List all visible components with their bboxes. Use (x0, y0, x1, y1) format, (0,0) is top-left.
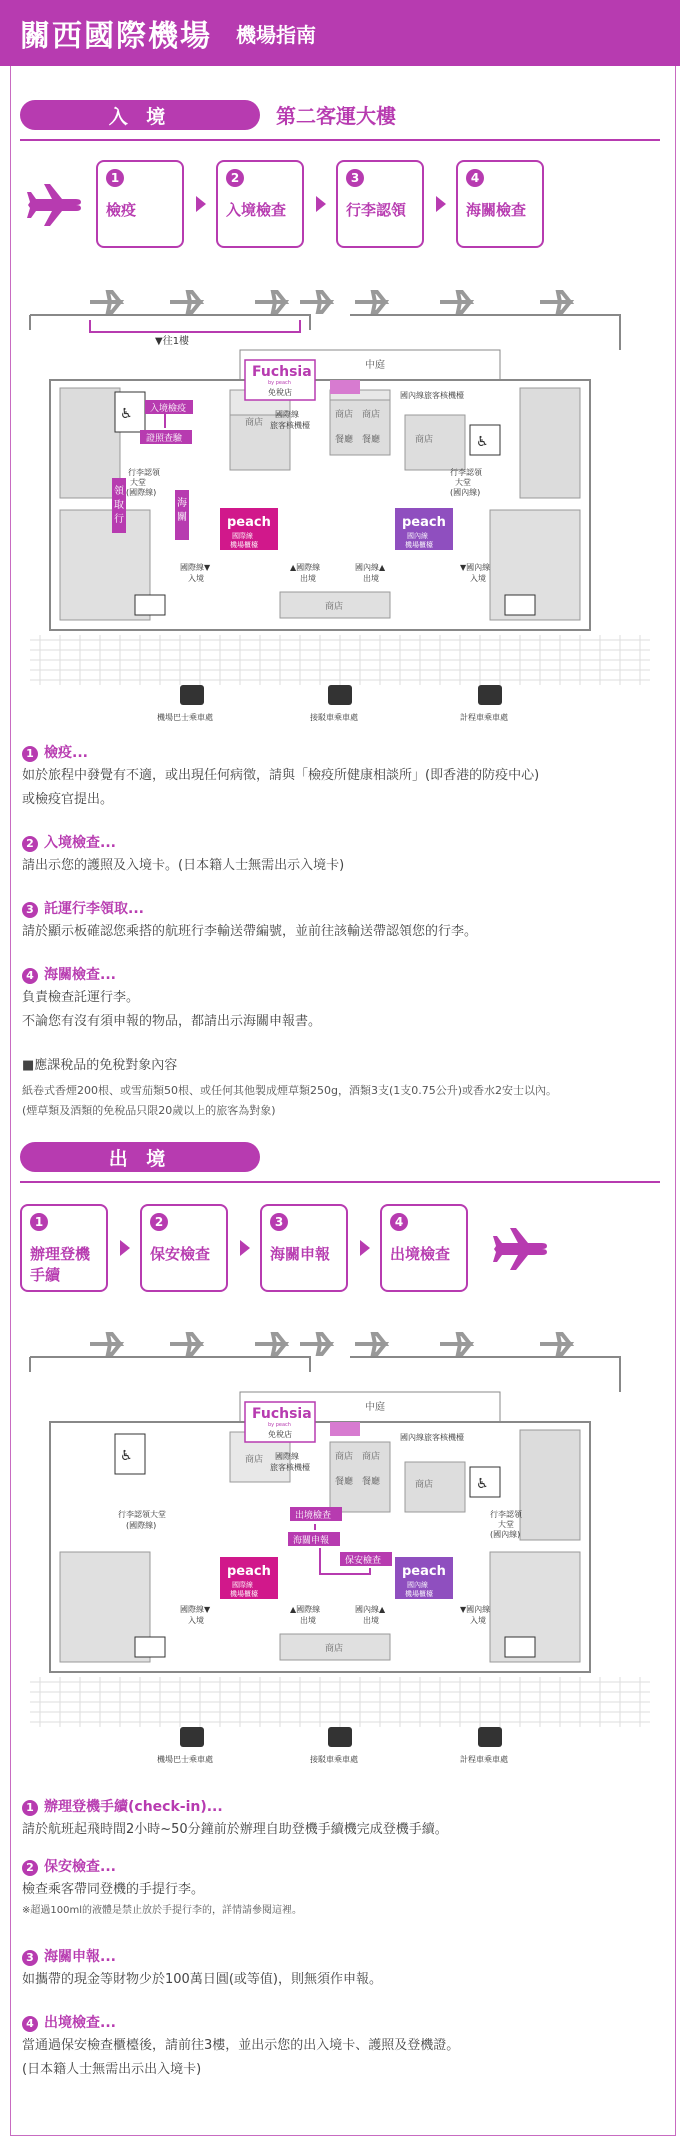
svg-text:機場櫃檯: 機場櫃檯 (230, 1590, 258, 1598)
arrival-step-4: 4 海關檢查 (456, 160, 544, 248)
svg-text:國際線: 國際線 (232, 1581, 253, 1589)
step-arrow (360, 1240, 370, 1256)
svg-text:國內線旅客核機檯: 國內線旅客核機檯 (400, 1433, 464, 1442)
svg-text:大堂: 大堂 (455, 478, 471, 487)
departure-note-1-text: 請於航班起飛時間2小時~50分鐘前於辦理自助登機手續機完成登機手續。 (22, 1822, 448, 1837)
gate-planes (90, 292, 570, 312)
svg-text:國內線旅客核機檯: 國內線旅客核機檯 (400, 391, 464, 400)
svg-text:出境: 出境 (363, 1616, 379, 1625)
arrival-point-1: 入境檢疫 (150, 404, 187, 414)
svg-text:行李認領: 行李認領 (490, 1510, 522, 1519)
dutyfree-line-1: 紙卷式香煙200根、或雪茄類50根、或任何其他製成煙草類250g，酒類3支(1支0.75公升)或香水2安士以內。 (22, 1084, 558, 1097)
page-title: 關西國際機場 (20, 19, 212, 54)
svg-text:餐廳: 餐廳 (335, 435, 354, 445)
svg-text:旅客核機檯: 旅客核機檯 (270, 1463, 310, 1472)
svg-text:(國際線): (國際線) (126, 488, 157, 497)
step-arrow (240, 1240, 250, 1256)
svg-text:出境: 出境 (363, 574, 379, 583)
svg-text:peach: peach (227, 515, 271, 530)
svg-text:♿: ♿ (476, 1476, 489, 1492)
svg-text:大堂: 大堂 (130, 478, 146, 487)
svg-text:國際線: 國際線 (275, 1452, 299, 1461)
arrival-note-1-text: 如於旅程中發覺有不適，或出現任何病徵，請與「檢疫所健康相談所」(即香港的防疫中心) 或檢疫官提出。 (22, 768, 540, 807)
svg-text:peach: peach (227, 1564, 271, 1579)
bus-stop-label: 機場巴士乘車處 (157, 713, 213, 722)
svg-text:行: 行 (114, 514, 124, 525)
svg-text:▲國際線: ▲國際線 (290, 1605, 321, 1614)
departure-note-4-title: 4 出境檢查... (22, 2012, 116, 2032)
svg-text:商店: 商店 (415, 435, 434, 445)
svg-text:入境: 入境 (188, 574, 204, 583)
arrival-point-2: 證照查驗 (146, 434, 183, 444)
svg-text:♿: ♿ (476, 434, 489, 450)
svg-text:by peach: by peach (268, 380, 291, 386)
svg-text:商店: 商店 (335, 410, 354, 420)
svg-text:商店: 商店 (415, 1480, 434, 1490)
svg-text:商店: 商店 (325, 1644, 344, 1654)
svg-text:國際線▼: 國際線▼ (180, 1605, 211, 1614)
arrival-step-2: 2 入境檢查 (216, 160, 304, 248)
svg-text:餐廳: 餐廳 (362, 1477, 381, 1487)
arrival-step-1: 1 檢疫 (96, 160, 184, 248)
svg-text:入境: 入境 (470, 1616, 486, 1625)
svg-text:機場櫃檯: 機場櫃檯 (405, 541, 433, 549)
svg-text:出境: 出境 (300, 1616, 316, 1625)
airplane-icon (492, 1224, 548, 1274)
svg-text:peach: peach (402, 1564, 446, 1579)
arrival-note-2-title: 2 入境檢查... (22, 832, 116, 852)
svg-text:Fuchsia: Fuchsia (252, 1406, 312, 1422)
divider (20, 139, 660, 141)
svg-text:關: 關 (177, 512, 187, 523)
svg-text:行李認領大堂: 行李認領大堂 (118, 1510, 166, 1519)
arrival-note-2-text: 請出示您的護照及入境卡。(日本籍人士無需出示入境卡) (22, 858, 345, 873)
arrival-down-text: ▼往1樓 (155, 336, 190, 347)
airplane-icon (26, 180, 82, 230)
svg-text:取: 取 (114, 500, 124, 511)
departure-point-4: 出境檢查 (295, 1511, 332, 1521)
svg-text:海: 海 (177, 498, 187, 509)
departure-section-label: 出 境 (20, 1142, 260, 1172)
arrival-step-3: 3 行李認領 (336, 160, 424, 248)
departure-point-2: 保安檢查 (345, 1556, 382, 1566)
svg-text:入境: 入境 (470, 574, 486, 583)
svg-text:商店: 商店 (335, 1452, 354, 1462)
courtyard-label: 中庭 (365, 360, 385, 371)
svg-text:中庭: 中庭 (365, 1402, 385, 1413)
svg-text:國內線▲: 國內線▲ (355, 563, 386, 572)
svg-text:國內線▲: 國內線▲ (355, 1605, 386, 1614)
page-subtitle: 機場指南 (236, 22, 316, 47)
step-arrow (316, 196, 326, 212)
svg-text:大堂: 大堂 (498, 1520, 514, 1529)
svg-text:商店: 商店 (362, 410, 381, 420)
departure-step-4: 4 出境檢查 (380, 1204, 468, 1292)
departure-note-2-small: ※超過100ml的液體是禁止放於手提行李的，詳情請參閱這裡。 (22, 1905, 302, 1916)
dutyfree-title: ■應課稅品的免稅對象內容 (22, 1058, 178, 1073)
gate-planes (90, 1334, 570, 1354)
departure-step-2: 2 保安檢查 (140, 1204, 228, 1292)
svg-text:國內線: 國內線 (407, 1581, 428, 1589)
shuttle-stop-label: 接駁車乘車處 (310, 713, 358, 722)
svg-text:免稅店: 免稅店 (268, 388, 292, 397)
arrival-terminal-map (20, 270, 660, 730)
departure-note-1-title: 1 辦理登機手續(check-in)... (22, 1796, 223, 1816)
step-arrow (196, 196, 206, 212)
departure-step-1: 1 辦理登機 手續 (20, 1204, 108, 1292)
svg-text:餐廳: 餐廳 (335, 1477, 354, 1487)
arrival-note-1-title: 1 檢疫... (22, 742, 88, 762)
svg-text:領: 領 (114, 486, 124, 497)
svg-text:peach: peach (402, 515, 446, 530)
fuchsia-logo: Fuchsia (252, 364, 312, 380)
departure-note-2-text: 檢查乘客帶同登機的手提行李。 (22, 1882, 205, 1897)
arrival-note-3-text: 請於顯示板確認您乘搭的航班行李輸送帶編號，並前往該輸送帶認領您的行李。 (22, 924, 478, 939)
dutyfree-line-2: (煙草類及酒類的免稅品只限20歲以上的旅客為對象) (22, 1104, 276, 1117)
departure-note-2-title: 2 保安檢查... (22, 1856, 116, 1876)
departure-note-3-title: 3 海關申報... (22, 1946, 116, 1966)
svg-text:商店: 商店 (362, 1452, 381, 1462)
svg-text:機場櫃檯: 機場櫃檯 (405, 1590, 433, 1598)
departure-step-3: 3 海關申報 (260, 1204, 348, 1292)
svg-text:by peach: by peach (268, 1422, 291, 1428)
svg-text:(國內線): (國內線) (450, 488, 481, 497)
svg-text:商店: 商店 (325, 602, 344, 612)
svg-text:行李認領: 行李認領 (450, 468, 482, 477)
arrival-section-label: 入 境 (20, 100, 260, 130)
svg-text:出境: 出境 (300, 574, 316, 583)
svg-text:機場巴士乘車處: 機場巴士乘車處 (157, 1755, 213, 1764)
svg-text:國際線▼: 國際線▼ (180, 563, 211, 572)
svg-text:♿: ♿ (120, 406, 133, 422)
svg-text:旅客核機檯: 旅客核機檯 (270, 421, 310, 430)
svg-text:行李認領: 行李認領 (128, 468, 160, 477)
svg-text:國際線: 國際線 (275, 410, 299, 419)
svg-text:入境: 入境 (188, 1616, 204, 1625)
svg-text:▲國際線: ▲國際線 (290, 563, 321, 572)
arrival-note-4-text: 負責檢查託運行李。 不論您有沒有須申報的物品，都請出示海關申報書。 (22, 990, 322, 1029)
svg-text:國內線: 國內線 (407, 532, 428, 540)
svg-text:♿: ♿ (120, 1448, 133, 1464)
taxi-stop-label: 計程車乘車處 (460, 713, 508, 722)
departure-point-3: 海關申報 (293, 1536, 330, 1546)
arrival-note-4-title: 4 海關檢查... (22, 964, 116, 984)
svg-text:商店: 商店 (245, 1455, 264, 1465)
svg-text:(國際線): (國際線) (126, 1521, 157, 1530)
svg-text:商店: 商店 (245, 418, 264, 428)
header-bar (0, 0, 680, 66)
step-arrow (120, 1240, 130, 1256)
svg-text:機場櫃檯: 機場櫃檯 (230, 541, 258, 549)
svg-text:▼國內線: ▼國內線 (460, 563, 491, 572)
svg-text:▼國內線: ▼國內線 (460, 1605, 491, 1614)
departure-terminal-map (20, 1312, 660, 1772)
arrival-note-3-title: 3 託運行李領取... (22, 898, 144, 918)
departure-note-4-text: 當通過保安檢查櫃檯後，請前往3樓，並出示您的出入境卡、護照及登機證。 (日本籍人士無需出示出入境卡) (22, 2038, 460, 2077)
svg-text:免稅店: 免稅店 (268, 1430, 292, 1439)
svg-text:(國內線): (國內線) (490, 1530, 521, 1539)
svg-text:國際線: 國際線 (232, 532, 253, 540)
arrival-terminal: 第二客運大樓 (276, 104, 396, 128)
departure-note-3-text: 如攜帶的現金等財物少於100萬日圓(或等值)，則無須作申報。 (22, 1972, 382, 1987)
divider (20, 1181, 660, 1183)
svg-text:接駁車乘車處: 接駁車乘車處 (310, 1755, 358, 1764)
step-arrow (436, 196, 446, 212)
svg-text:餐廳: 餐廳 (362, 435, 381, 445)
svg-text:計程車乘車處: 計程車乘車處 (460, 1755, 508, 1764)
